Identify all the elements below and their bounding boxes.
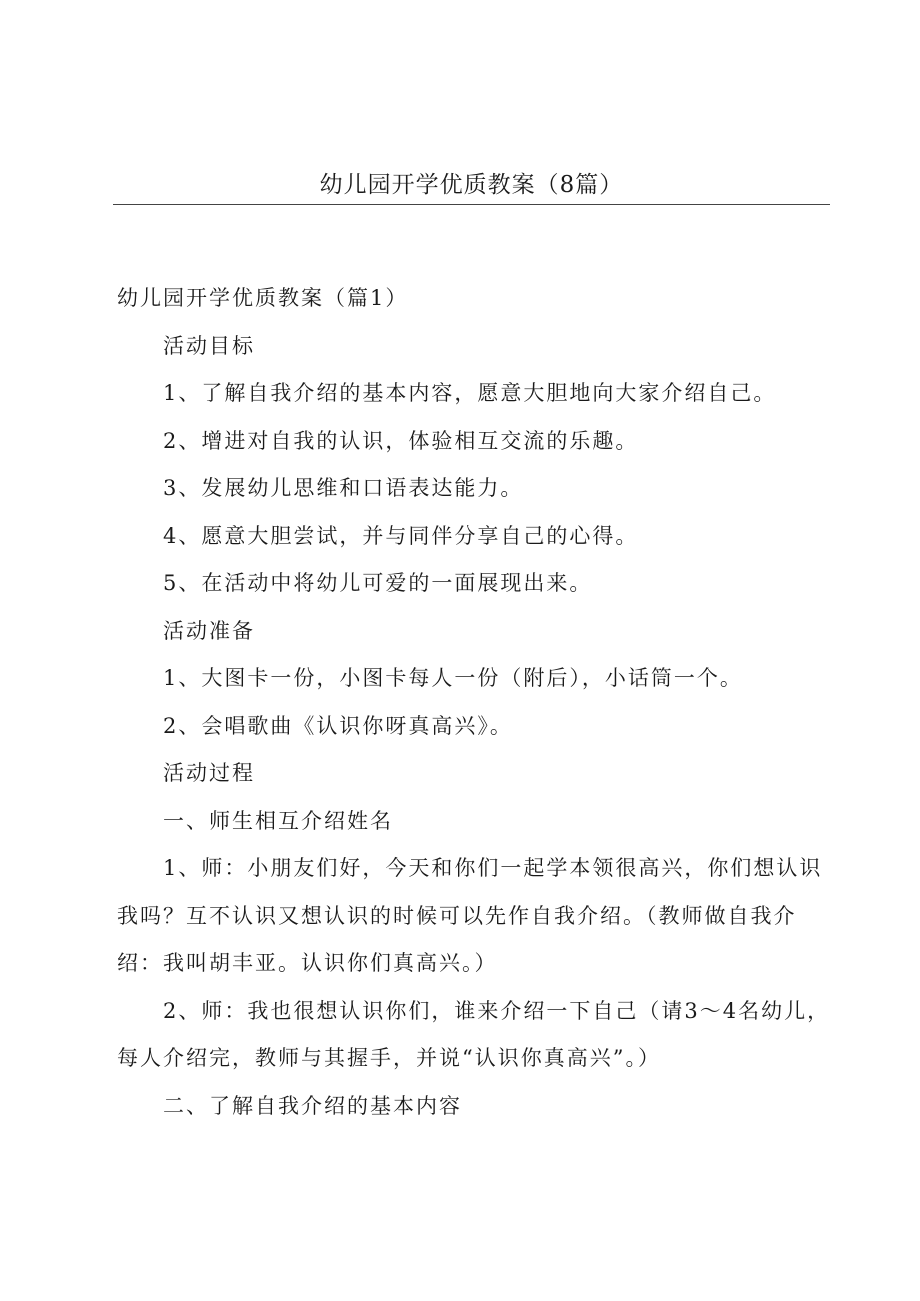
prep-heading: 活动准备 (163, 618, 255, 643)
step1-paragraph: 1、师：小朋友们好，今天和你们一起学本领很高兴，你们想认识我吗？互不认识又想认识的时候可以先作自我介绍。（教师做自我介绍：我叫胡丰亚。认识你们真高兴。） (117, 856, 823, 975)
step1-heading: 一、师生相互介绍姓名 (163, 808, 393, 833)
prep-item: 1、大图卡一份，小图卡每人一份（附后），小话筒一个。 (163, 666, 743, 690)
goals-heading: 活动目标 (163, 333, 255, 358)
section-heading: 幼儿园开学优质教案（篇1） (117, 286, 409, 310)
goal-item: 3、发展幼儿思维和口语表达能力。 (163, 476, 524, 500)
step1-paragraph: 2、师：我也很想认识你们，谁来介绍一下自己（请3～4名幼儿，每人介绍完，教师与其握手，并说“认识你真高兴”。） (117, 998, 831, 1070)
goal-item: 4、愿意大胆尝试，并与同伴分享自己的心得。 (163, 523, 639, 548)
process-heading: 活动过程 (163, 761, 255, 785)
step2-heading: 二、了解自我介绍的基本内容 (163, 1093, 462, 1118)
goal-item: 2、增进对自我的认识，体验相互交流的乐趣。 (163, 428, 639, 453)
title-underline (113, 204, 830, 205)
prep-item: 2、会唱歌曲《认识你呀真高兴》。 (163, 713, 513, 738)
goal-item: 1、了解自我介绍的基本内容，愿意大胆地向大家介绍自己。 (163, 381, 777, 405)
document-body (117, 275, 833, 1130)
goal-item: 5、在活动中将幼儿可爱的一面展现出来。 (163, 571, 593, 595)
document-title: 幼儿园开学优质教案（8篇） (319, 172, 624, 198)
